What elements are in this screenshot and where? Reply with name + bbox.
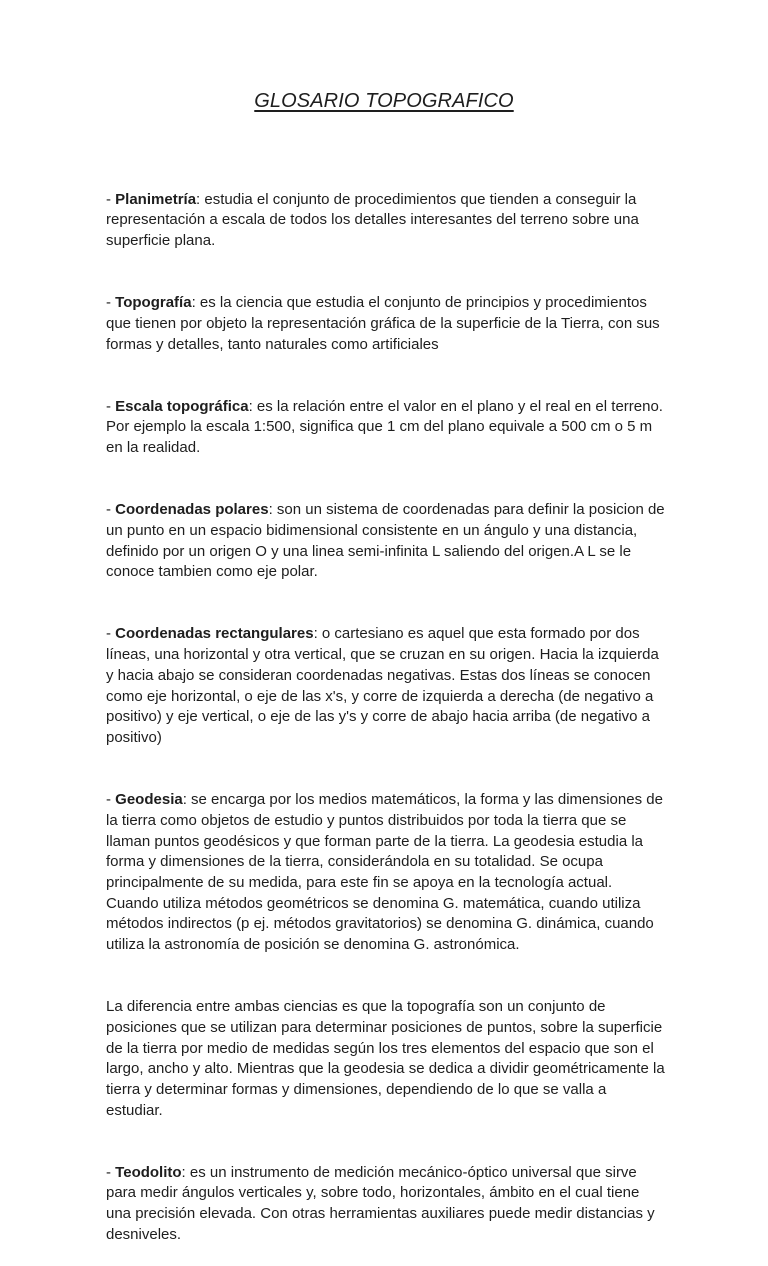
entry-prefix: - [106, 397, 116, 415]
glossary-entry-coordenadas-rectangulares [106, 624, 666, 748]
entry-definition: : o cartesiano es aquel que esta formado por dos líneas, una horizontal y otra vertical, que se cruzan en su origen. Hacia la izquierda y hacia abajo se consideran coordenadas negativas. Estas dos líneas se conocen como eje horizontal, o eje de las x's, y corre de izquierda a derecha (de negativo a positivo) y eje vertical, o eje de las y's y corre de abajo hacia arriba (de negativo a positivo) [106, 625, 659, 746]
glossary-body [106, 169, 666, 1266]
entry-prefix: - [106, 625, 116, 643]
glossary-entry-teodolito [106, 1163, 666, 1246]
glossary-entry-planimetria [106, 190, 666, 252]
entry-term: Topografía [115, 294, 192, 312]
paragraph-text: La diferencia entre ambas ciencias es que la topografía son un conjunto de posiciones que se utilizan para determinar posiciones de puntos, sobre la superficie de la tierra por medio de medidas según los tres elementos del espacio que son el largo, ancho y alto. Mientras que la geodesia se dedica a dividir geométricamente la tierra y determinar formas y dimensiones, dependiendo de lo que se valla a estudiar. [106, 998, 665, 1119]
entry-term: Escala topográfica [115, 397, 249, 415]
entry-prefix: - [106, 294, 116, 312]
entry-definition: : es la relación entre el valor en el plano y el real en el terreno. Por ejemplo la escala 1:500, significa que 1 cm del plano equivale a 500 cm o 5 m en la realidad. [106, 397, 663, 457]
entry-term: Coordenadas polares [115, 501, 269, 519]
glossary-entry-escala-topografica [106, 397, 666, 459]
entry-prefix: - [106, 791, 116, 809]
entry-definition: : estudia el conjunto de procedimientos que tienden a conseguir la representación a escala de todos los detalles interesantes del terreno sobre una superficie plana. [106, 190, 639, 250]
entry-definition: : es la ciencia que estudia el conjunto de principios y procedimientos que tienen por objeto la representación gráfica de la superficie de la Tierra, con sus formas y detalles, tanto naturales como artificiales [106, 294, 660, 353]
glossary-entry-topografia [106, 293, 666, 355]
glossary-entry-coordenadas-polares [106, 500, 666, 583]
entry-definition: : son un sistema de coordenadas para definir la posicion de un punto en un espacio bidimensional consistente en un ángulo y una distancia, definido por un origen O y una linea semi-infinita L saliendo del origen.A L se le conoce tambien como eje polar. [106, 501, 665, 581]
document-title: GLOSARIO TOPOGRAFICO [254, 90, 514, 112]
glossary-entry-geodesia [106, 790, 666, 956]
entry-term: Geodesia [115, 791, 183, 809]
entry-term: Coordenadas rectangulares [115, 625, 314, 643]
entry-prefix: - [106, 1163, 116, 1181]
entry-term: Teodolito [115, 1163, 182, 1181]
entry-definition: : se encarga por los medios matemáticos, la forma y las dimensiones de la tierra como objetos de estudio y puntos distribuidos por toda la tierra que se llaman puntos geodésicos y que forman parte de la tierra. La geodesia estudia la forma y dimensiones de la tierra, considerándola en su totalidad. Se ocupa principalmente de su medida, para este fin se apoya en la tecnología actual. Cuando utiliza métodos geométricos se denomina G. matemática, cuando utiliza métodos indirectos (p ej. métodos gravitatorios) se denomina G. dinámica, cuando utiliza la astronomía de posición se denomina G. astronómica. [106, 791, 663, 954]
entry-term: Planimetría [115, 190, 197, 208]
entry-definition: : es un instrumento de medición mecánico-óptico universal que sirve para medir ángulos verticales y, sobre todo, horizontales, ámbito en el cual tiene una precisión elevada. Con otras herramientas auxiliares puede medir distancias y desniveles. [106, 1163, 655, 1243]
entry-prefix: - [106, 190, 116, 208]
entry-prefix: - [106, 501, 116, 519]
comparison-paragraph [106, 997, 666, 1121]
